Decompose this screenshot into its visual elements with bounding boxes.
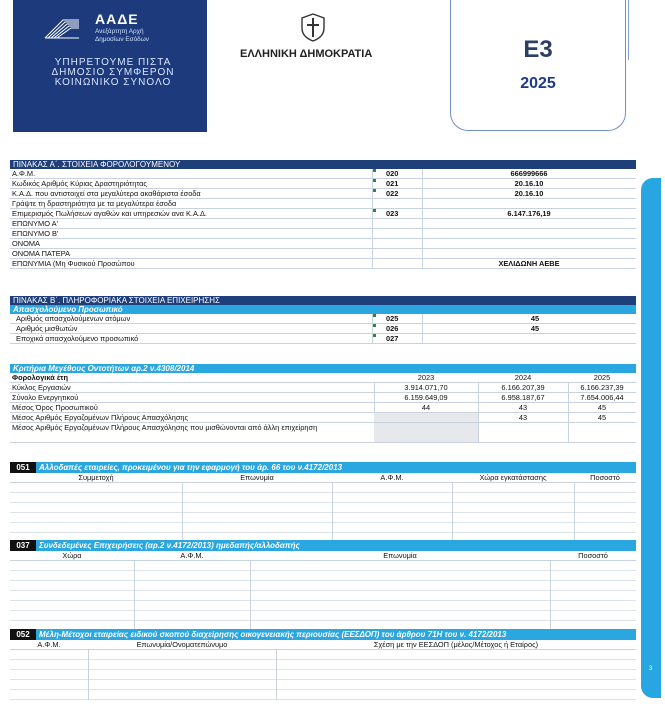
table-a-row [10,239,636,249]
row-label: Αριθμός μισθωτών [16,324,78,333]
criteria-value[interactable]: 6.159.649,09 [404,393,448,402]
row-label: Κ.Α.Δ. που αντιστοιχεί στα μεγαλύτερα ακαθάριστα έσοδα [12,189,201,198]
form-year: 2025 [520,75,556,92]
section-052-grid [10,650,636,700]
row-label: Κωδικός Αριθμός Κύριας Δραστηριότητας [12,179,147,188]
field-marker-icon [373,179,376,182]
section-052-number: 052 [10,629,36,640]
year-2025: 2025 [593,373,611,382]
form-id-box [450,0,626,131]
table-a-row [10,199,636,209]
table-a [10,160,636,269]
table-a-row [10,219,636,229]
col-name: Επωνυμία/Ονοματεπώνυμο [136,640,228,649]
section-051 [10,462,636,543]
row-label: Επιμερισμός Πωλήσεων αγαθών και υπηρεσιών ανα Κ.Α.Δ. [12,209,207,218]
row-code: 021 [386,179,399,188]
row-value[interactable]: 6.147.176,19 [507,209,551,218]
row-code: 022 [386,189,399,198]
col-participation: Συμμετοχή [78,473,114,482]
col-name: Επωνυμία [240,473,274,482]
table-b-row [10,314,636,324]
row-label: ΕΠΩΝΥΜΟ Α' [12,219,58,228]
table-b-title: ΠΙΝΑΚΑΣ Β΄. ΠΛΗΡΟΦΟΡΙΑΚΑ ΣΤΟΙΧΕΙΑ ΕΠΙΧΕΙΡΗΣΗΣ [10,296,636,305]
table-a-row [10,249,636,259]
section-051-grid [10,483,636,543]
criteria-header-label: Φορολογικά έτη [12,373,68,382]
page-number: 3 [649,666,653,672]
table-b-subtitle: Απασχολούμενο Προσωπικό [10,305,636,314]
table-a-title: ΠΙΝΑΚΑΣ Α΄. ΣΤΟΙΧΕΙΑ ΦΟΡΟΛΟΓΟΥΜΕΝΟΥ [10,160,636,169]
section-037-columns [10,551,636,561]
section-037-title: Συνδεδεμένες Επιχειρήσεις (αρ.2 ν.4172/2013) ημεδαπής/αλλοδαπής [36,540,636,551]
criteria-value[interactable]: 6.166.237,39 [580,383,624,392]
section-037 [10,540,636,631]
row-code: 025 [386,314,399,323]
row-code: 027 [386,334,399,343]
table-a-row [10,229,636,239]
republic-title: ΕΛΛΗΝΙΚΗ ΔΗΜΟΚΡΑΤΙΑ [240,48,373,60]
row-label: Α.Φ.Μ. [12,169,36,178]
table-a-row [10,259,636,269]
row-label: Σύνολο Ενεργητικού [12,393,79,402]
criteria-value[interactable]: 43 [518,403,528,412]
section-051-number: 051 [10,462,36,473]
table-a-row [10,179,636,189]
aade-header-block [13,0,207,132]
criteria-value[interactable]: 43 [518,413,528,422]
criteria-table [10,364,636,443]
section-051-columns [10,473,636,483]
field-marker-icon [373,209,376,212]
col-percentage: Ποσοστό [578,551,608,560]
criteria-value[interactable]: 3.914.071,70 [404,383,448,392]
row-value[interactable]: 45 [530,324,540,333]
criteria-title: Κριτήρια Μεγέθους Οντοτήτων αρ.2 ν.4308/2014 [10,364,636,373]
section-052 [10,629,636,700]
aade-subtitle: Ανεξάρτητη Αρχή Δημοσίων Εσόδων [95,28,149,43]
side-bar [641,178,661,698]
row-value[interactable]: ΧΕΛΙΔΩΝΗ ΑΕΒΕ [498,259,560,268]
row-label: Μέσος Όρος Προσωπικού [12,403,98,412]
year-2023: 2023 [417,373,435,382]
row-value[interactable]: 20.16.10 [514,189,544,198]
criteria-value[interactable] [374,413,478,422]
criteria-row [10,413,636,423]
field-marker-icon [373,334,376,337]
row-label: Αριθμός απασχολούμενων ατόμων [16,314,131,323]
col-percentage: Ποσοστό [590,473,620,482]
table-b-row [10,334,636,344]
table-b [10,296,636,344]
col-afm: Α.Φ.Μ. [37,640,61,649]
row-label: Μέσος Αριθμός Εργαζομένων Πλήρους Απασχόλησης [12,413,189,422]
section-037-grid [10,561,636,631]
row-label: ΟΝΟΜΑ ΠΑΤΕΡΑ [12,249,71,258]
aade-logo-icon [43,14,81,42]
section-051-title: Αλλοδαπές εταιρείες, προκειμένου για την εφαρμογή του άρ. 66 του ν.4172/2013 [36,462,636,473]
criteria-row [10,383,636,393]
field-marker-icon [373,169,376,172]
criteria-row [10,393,636,403]
table-a-row [10,169,636,179]
row-label: ΕΠΩΝΥΜΟ Β' [12,229,59,238]
row-label: Μέσος Αριθμός Εργαζομένων Πλήρους Απασχόλησης που μισθώνονται από άλλη επιχείρηση [12,423,318,432]
field-marker-icon [373,314,376,317]
field-marker-icon [373,324,376,327]
row-label: ΟΝΟΜΑ [12,239,40,248]
field-marker-icon [373,189,376,192]
row-code: 026 [386,324,399,333]
criteria-value[interactable] [374,423,478,442]
row-label: Κύκλος Εργασιών [12,383,71,392]
row-label: Εποχικά απασχολούμενο προσωπικό [16,334,139,343]
row-label: ΕΠΩΝΥΜΙΑ (Μη Φυσικού Προσώπου [12,259,135,268]
col-name: Επωνυμία [383,551,417,560]
row-value[interactable]: 20.16.10 [514,179,544,188]
aade-name: ΑΑΔΕ [95,11,139,27]
section-052-columns [10,640,636,650]
row-value[interactable]: 666999666 [510,169,548,178]
criteria-value[interactable]: 45 [597,413,607,422]
col-country: Χώρα [62,551,82,560]
section-052-title: Μέλη-Μέτοχοι εταιρείας ειδικού σκοπού διαχείρησης οικογενειακής περιουσίας (ΕΕΣΔΟΠ) του άρθρου 71Η του ν. 4172/2013 [36,629,636,640]
col-afm: Α.Φ.Μ. [380,473,404,482]
table-a-row [10,209,636,219]
section-037-number: 037 [10,540,36,551]
col-relation: Σχέση με την ΕΕΣΔΟΠ (μέλος/Μέτοχος ή Εταίρος) [373,640,539,649]
year-2024: 2024 [514,373,532,382]
col-afm: Α.Φ.Μ. [180,551,204,560]
row-code: 020 [386,169,399,178]
row-value[interactable]: 45 [530,314,540,323]
aade-slogan: ΥΠΗΡΕΤΟΥΜΕ ΠΙΣΤΑ ΔΗΜΟΣΙΟ ΣΥΜΦΕΡΟΝ ΚΟΙΝΩΝΙΚΟ ΣΥΝΟΛΟ [51,57,175,88]
criteria-row [10,423,636,443]
criteria-value[interactable]: 44 [421,403,431,412]
divider [628,0,629,60]
col-country: Χώρα εγκατάστασης [479,473,547,482]
table-b-row [10,324,636,334]
criteria-row [10,403,636,413]
criteria-value[interactable]: 45 [597,403,607,412]
row-label: Γράψτε τη δραστηριότητα με τα μεγαλύτερα έσοδα [12,199,177,208]
criteria-header-row [10,373,636,383]
form-title: Ε3 [523,36,553,63]
criteria-value[interactable]: 6.166.207,39 [501,383,545,392]
greek-emblem-icon [300,12,326,42]
table-a-row [10,189,636,199]
row-code: 023 [386,209,399,218]
criteria-value[interactable]: 7.654.006,44 [580,393,624,402]
criteria-value[interactable]: 6.958.187,67 [501,393,545,402]
